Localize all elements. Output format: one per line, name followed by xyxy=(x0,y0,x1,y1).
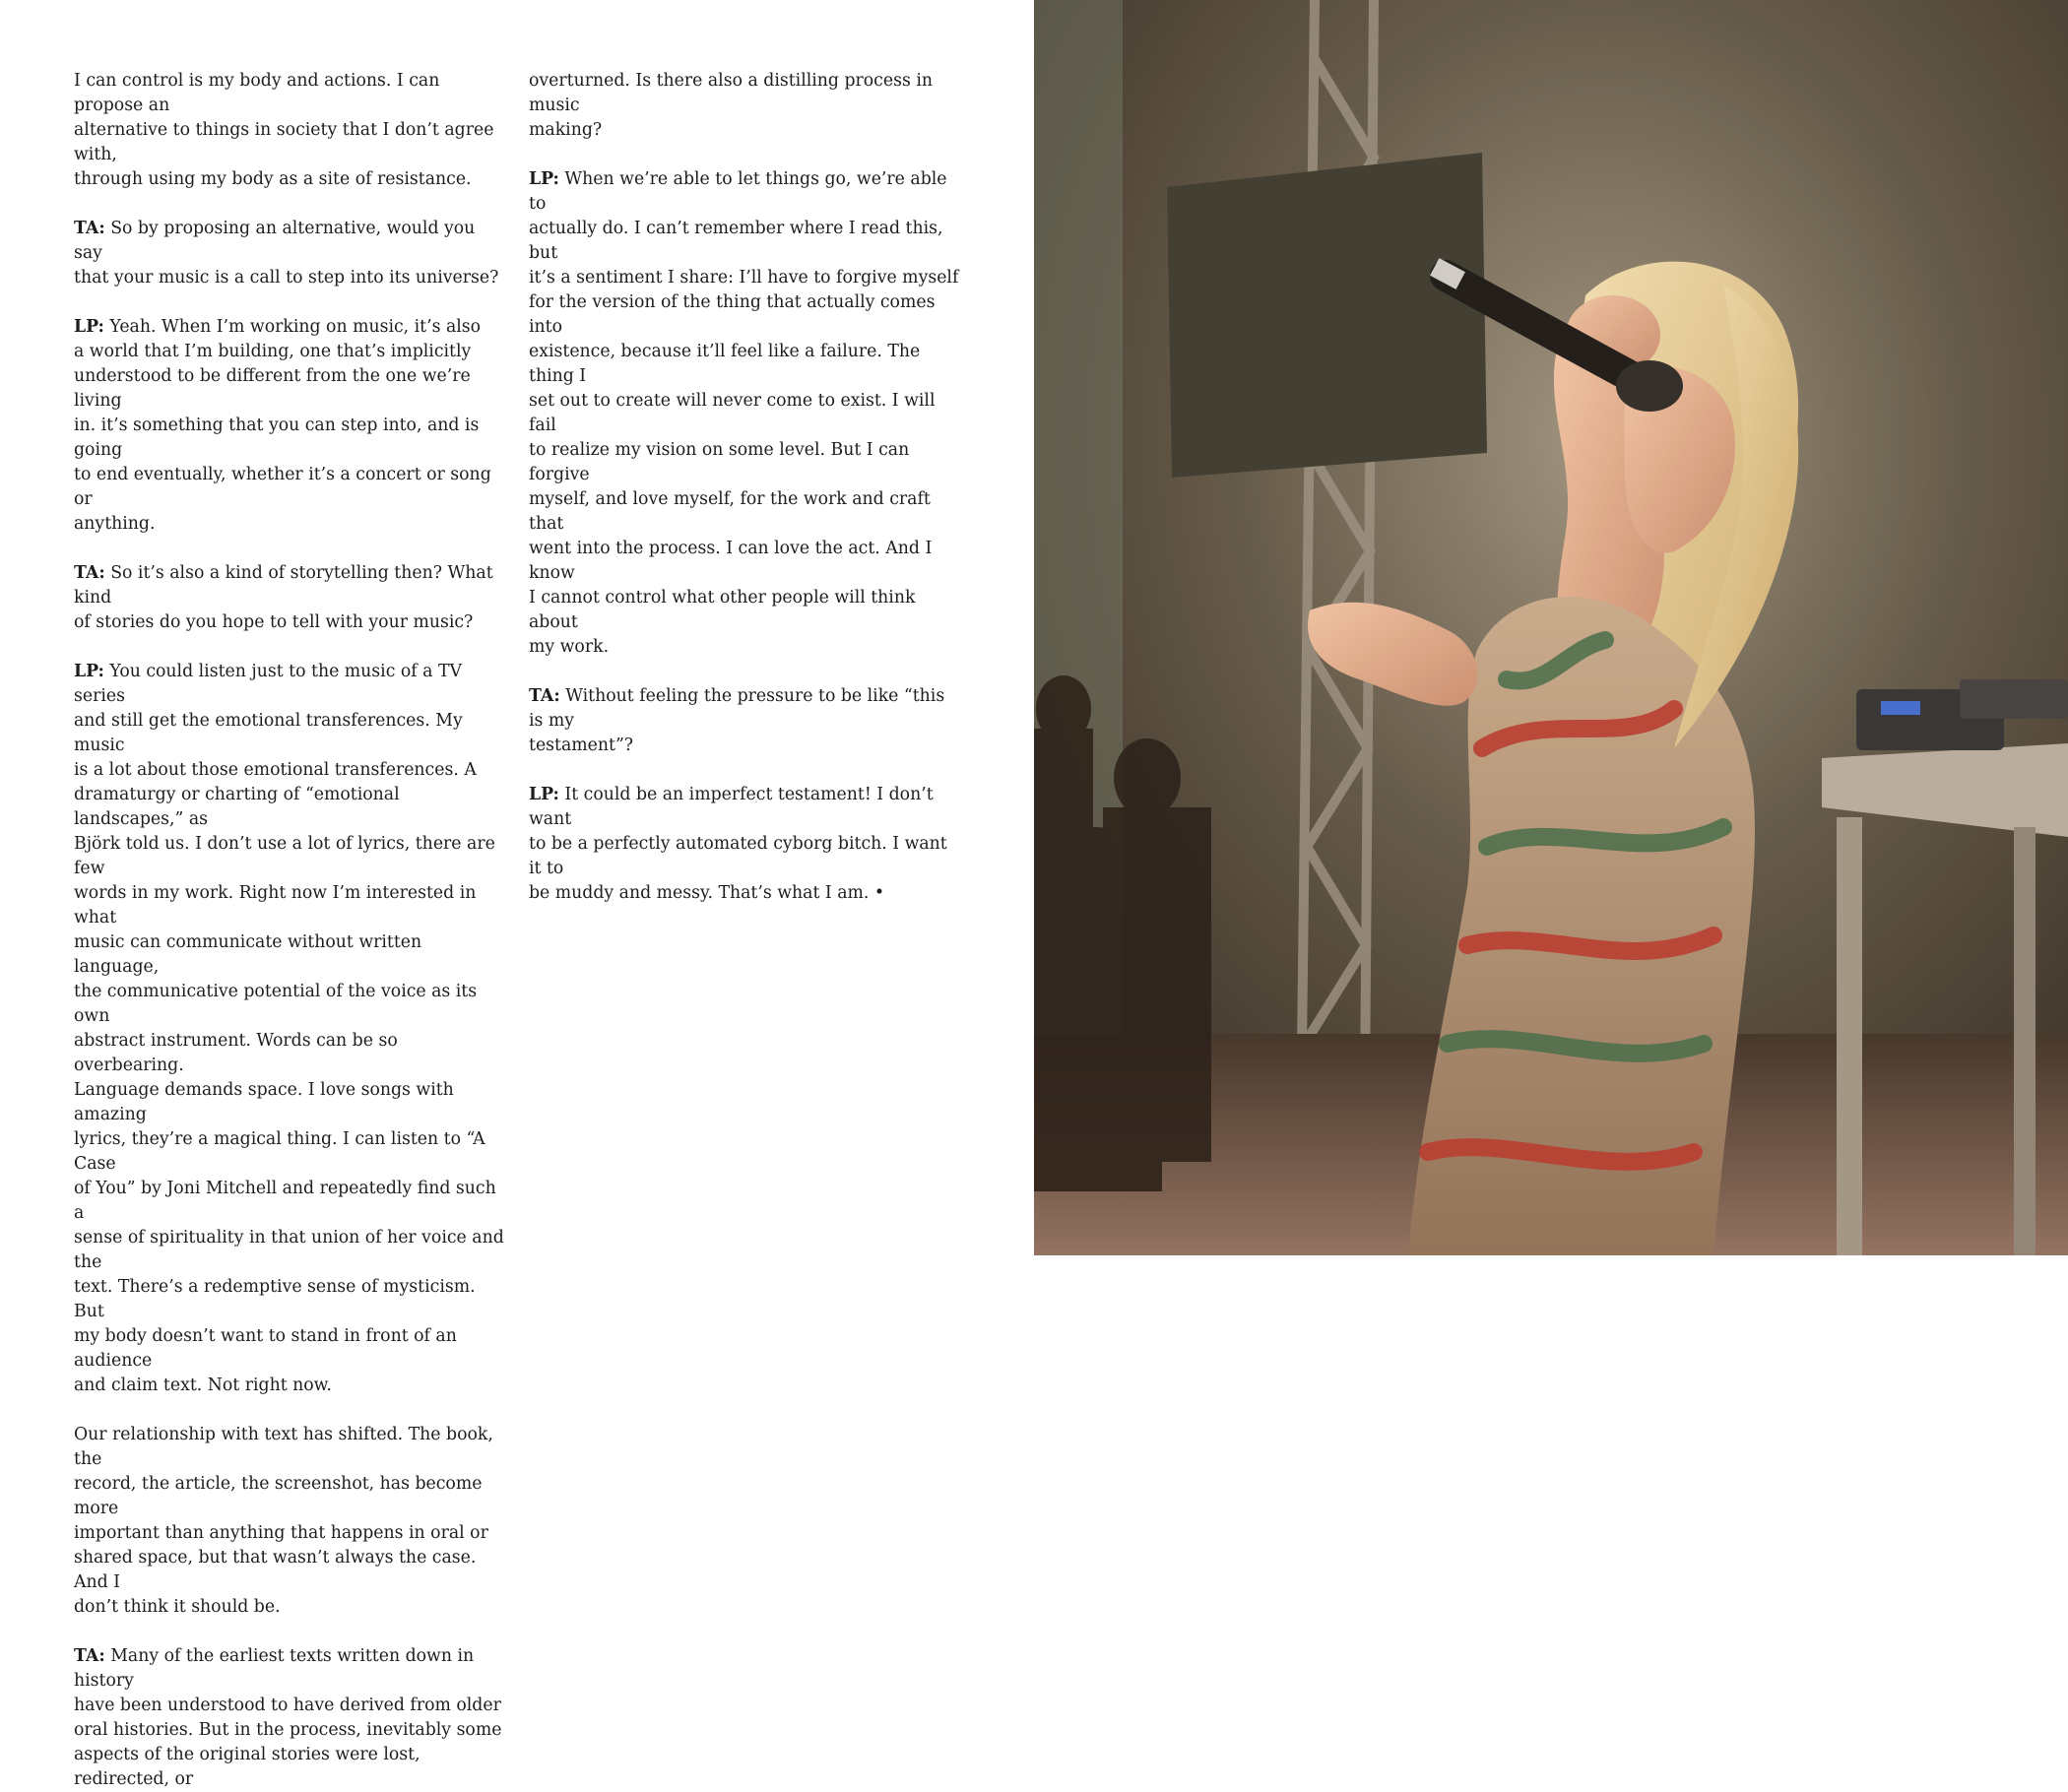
paragraph-text: Without feeling the pressure to be like “this is my testament”? xyxy=(529,686,945,755)
paragraph-text: When we’re able to let things go, we’re able to actually do. I can’t remember where I read this, but it’s a sentiment I share: I’ll have to forgive myself for the version of the thing that actually comes into existence, because it’ll feel like a failure. The thing I set out to create will never come to exist. I will fail to realize my vision on some level. But I can forgive myself, and love myself, for the work and craft that went into the process. I can love the act. And I know I cannot control what other people will think about my work. xyxy=(529,169,959,657)
paragraph-text: overturned. Is there also a distilling process in music making? xyxy=(529,71,933,140)
text-column-1 xyxy=(74,69,507,1792)
paragraph-text: Our relationship with text has shifted. The book, the record, the article, the screenshot, has become more important than anything that happens in oral or shared space, but that wasn’t always the case. And I don’t think it should be. xyxy=(74,1425,493,1617)
paragraph-text: So it’s also a kind of storytelling then? What kind of stories do you hope to tell with your music? xyxy=(74,563,493,632)
speaker-label: TA: xyxy=(529,686,560,706)
paragraph-text: I can control is my body and actions. I can propose an alternative to things in society that I don’t agree with, through using my body as a site of resistance. xyxy=(74,71,494,189)
speaker-label: LP: xyxy=(529,785,559,804)
speaker-label: LP: xyxy=(74,317,104,337)
paragraph-text: Yeah. When I’m working on music, it’s also a world that I’m building, one that’s implicitly understood to be different from the one we’re living in. it’s something that you can step into, and is going to end eventually, whether it’s a concert or song or anything. xyxy=(74,317,491,534)
paragraph xyxy=(74,660,507,1398)
speaker-label: TA: xyxy=(74,1646,105,1666)
paragraph-text: So by proposing an alternative, would you say that your music is a call to step into its universe? xyxy=(74,219,499,288)
paragraph xyxy=(74,69,507,192)
warm-light-overlay xyxy=(1034,0,2068,1255)
paragraph xyxy=(74,1644,507,1792)
performer-photo-illustration xyxy=(1034,0,2068,1255)
speaker-label: TA: xyxy=(74,563,105,583)
paragraph xyxy=(74,217,507,290)
text-page xyxy=(0,0,1034,1789)
paragraph xyxy=(529,783,962,906)
paragraph-text: Many of the earliest texts written down in history have been understood to have derived from older oral histories. But in the process, inevitably some aspects of the original stories were lost, redirected, or xyxy=(74,1646,502,1789)
paragraph xyxy=(529,167,962,660)
speaker-label: LP: xyxy=(74,662,104,681)
paragraph xyxy=(74,1423,507,1620)
text-column-2 xyxy=(529,69,962,906)
performer-photo xyxy=(1034,0,2068,1255)
speaker-label: LP: xyxy=(529,169,559,189)
paragraph-text: It could be an imperfect testament! I don’t want to be a perfectly automated cyborg bitch. I want it to be muddy and messy. That’s what I am. • xyxy=(529,785,947,903)
paragraph xyxy=(74,561,507,635)
speaker-label: TA: xyxy=(74,219,105,238)
paragraph xyxy=(74,315,507,537)
paragraph-text: You could listen just to the music of a TV series and still get the emotional transferences. My music is a lot about those emotional transferences. A dramaturgy or charting of “emotional landscapes,” as Björk told us. I don’t use a lot of lyrics, there are few words in my work. Right now I’m interested in what music can communicate without written language, the communicative potential of the voice as its own abstract instrument. Words can be so overbearing. Language demands space. I love songs with amazing lyrics, they’re a magical thing. I can listen to “A Case of You” by Joni Mitchell and repeatedly find such a sense of spirituality in that union of her voice and the text. There’s a redemptive sense of mysticism. But my body doesn’t want to stand in front of an audience and claim text. Not right now. xyxy=(74,662,504,1395)
paragraph xyxy=(529,69,962,143)
paragraph xyxy=(529,684,962,758)
